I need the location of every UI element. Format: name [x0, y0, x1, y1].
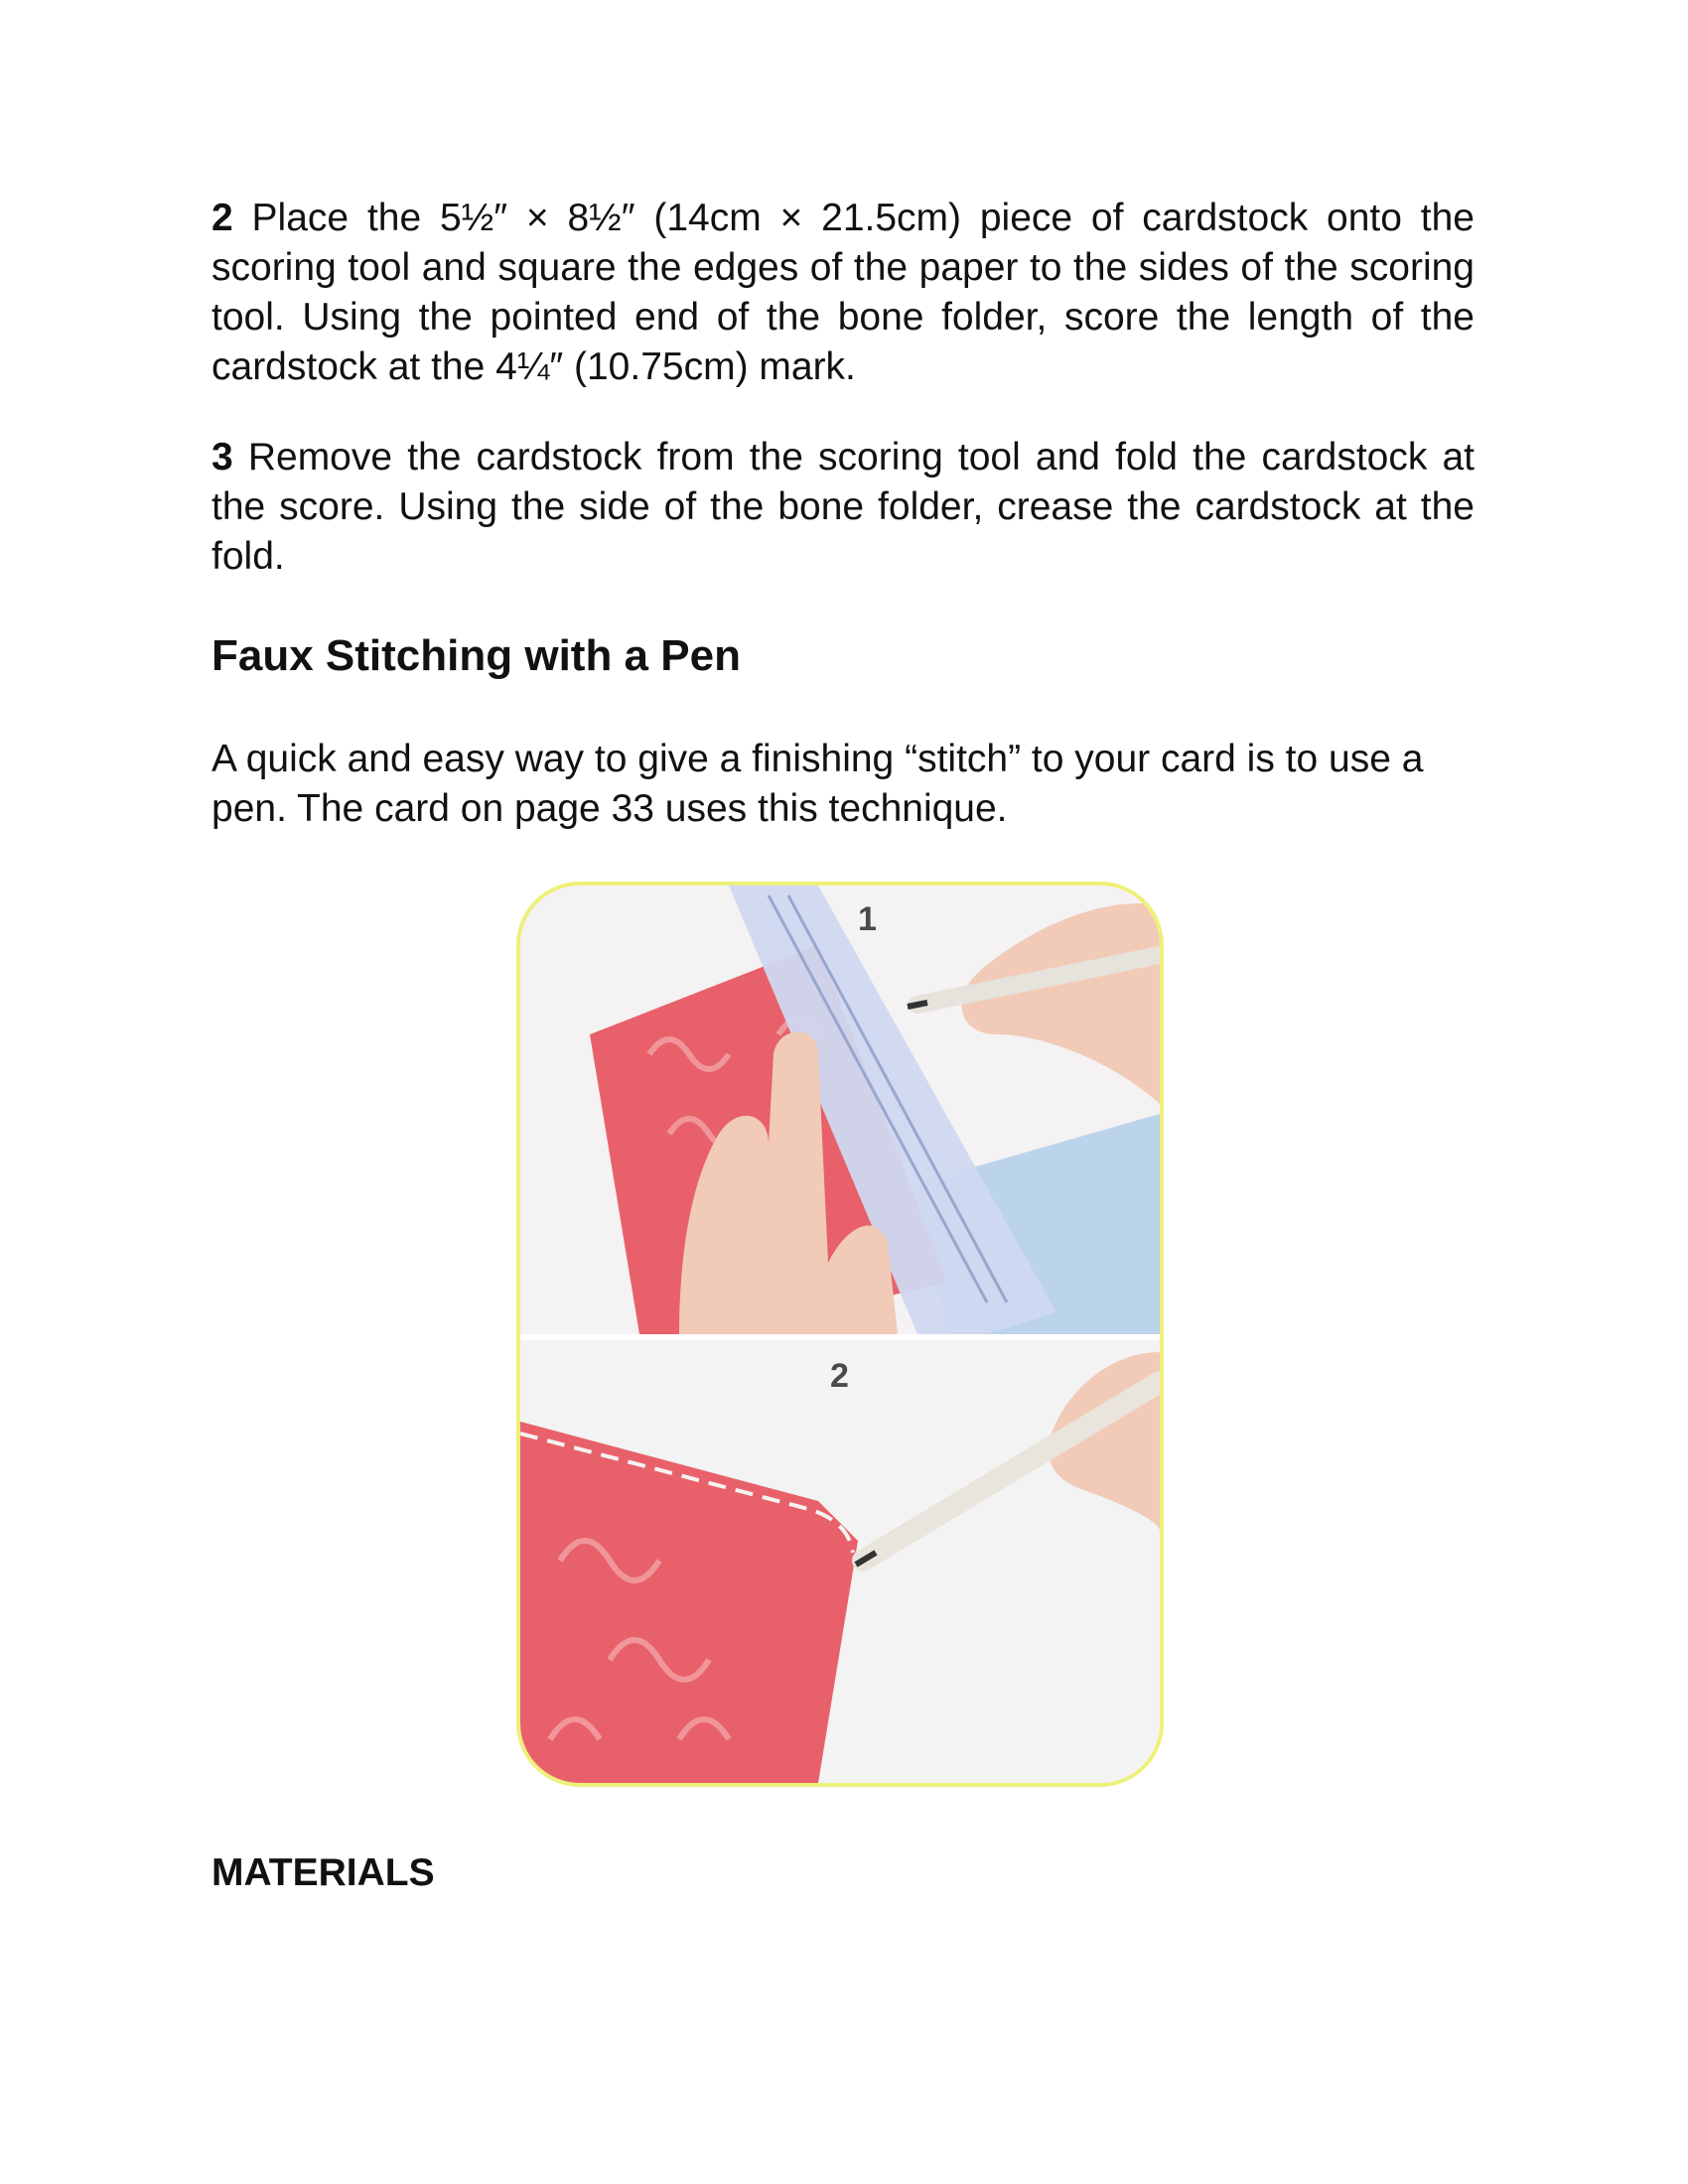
- section-intro: A quick and easy way to give a finishing “stitch” to your card is to use a pen. The card on page 33 uses this technique.: [211, 738, 1424, 830]
- step-3-number: 3: [211, 436, 233, 478]
- panel-2-label: 2: [830, 1357, 849, 1395]
- step-2-number: 2: [211, 197, 233, 239]
- technique-illustration: [520, 886, 1160, 1783]
- step-3-text: Remove the cardstock from the scoring tool and fold the cardstock at the score. Using the side of the bone folder, crease the cardstock at the fold.: [211, 436, 1476, 578]
- section-heading: Faux Stitching with a Pen: [211, 631, 741, 680]
- panel-1: [520, 886, 1160, 1334]
- step-2: [211, 194, 1475, 392]
- materials-heading: MATERIALS: [211, 1851, 435, 1894]
- panel-2: [520, 1340, 1160, 1783]
- panel-1-label: 1: [858, 900, 877, 938]
- step-2-text: Place the 5½″ × 8½″ (14cm × 21.5cm) piece of cardstock onto the scoring tool and square the edges of the paper to the sides of the scoring tool. Using the pointed end of the bone folder, score the length of the cardstock at the 4¼″ (10.75cm) mark.: [211, 197, 1475, 388]
- step-3: [211, 433, 1475, 582]
- page-content: [211, 194, 1475, 834]
- technique-photo: [516, 882, 1164, 1787]
